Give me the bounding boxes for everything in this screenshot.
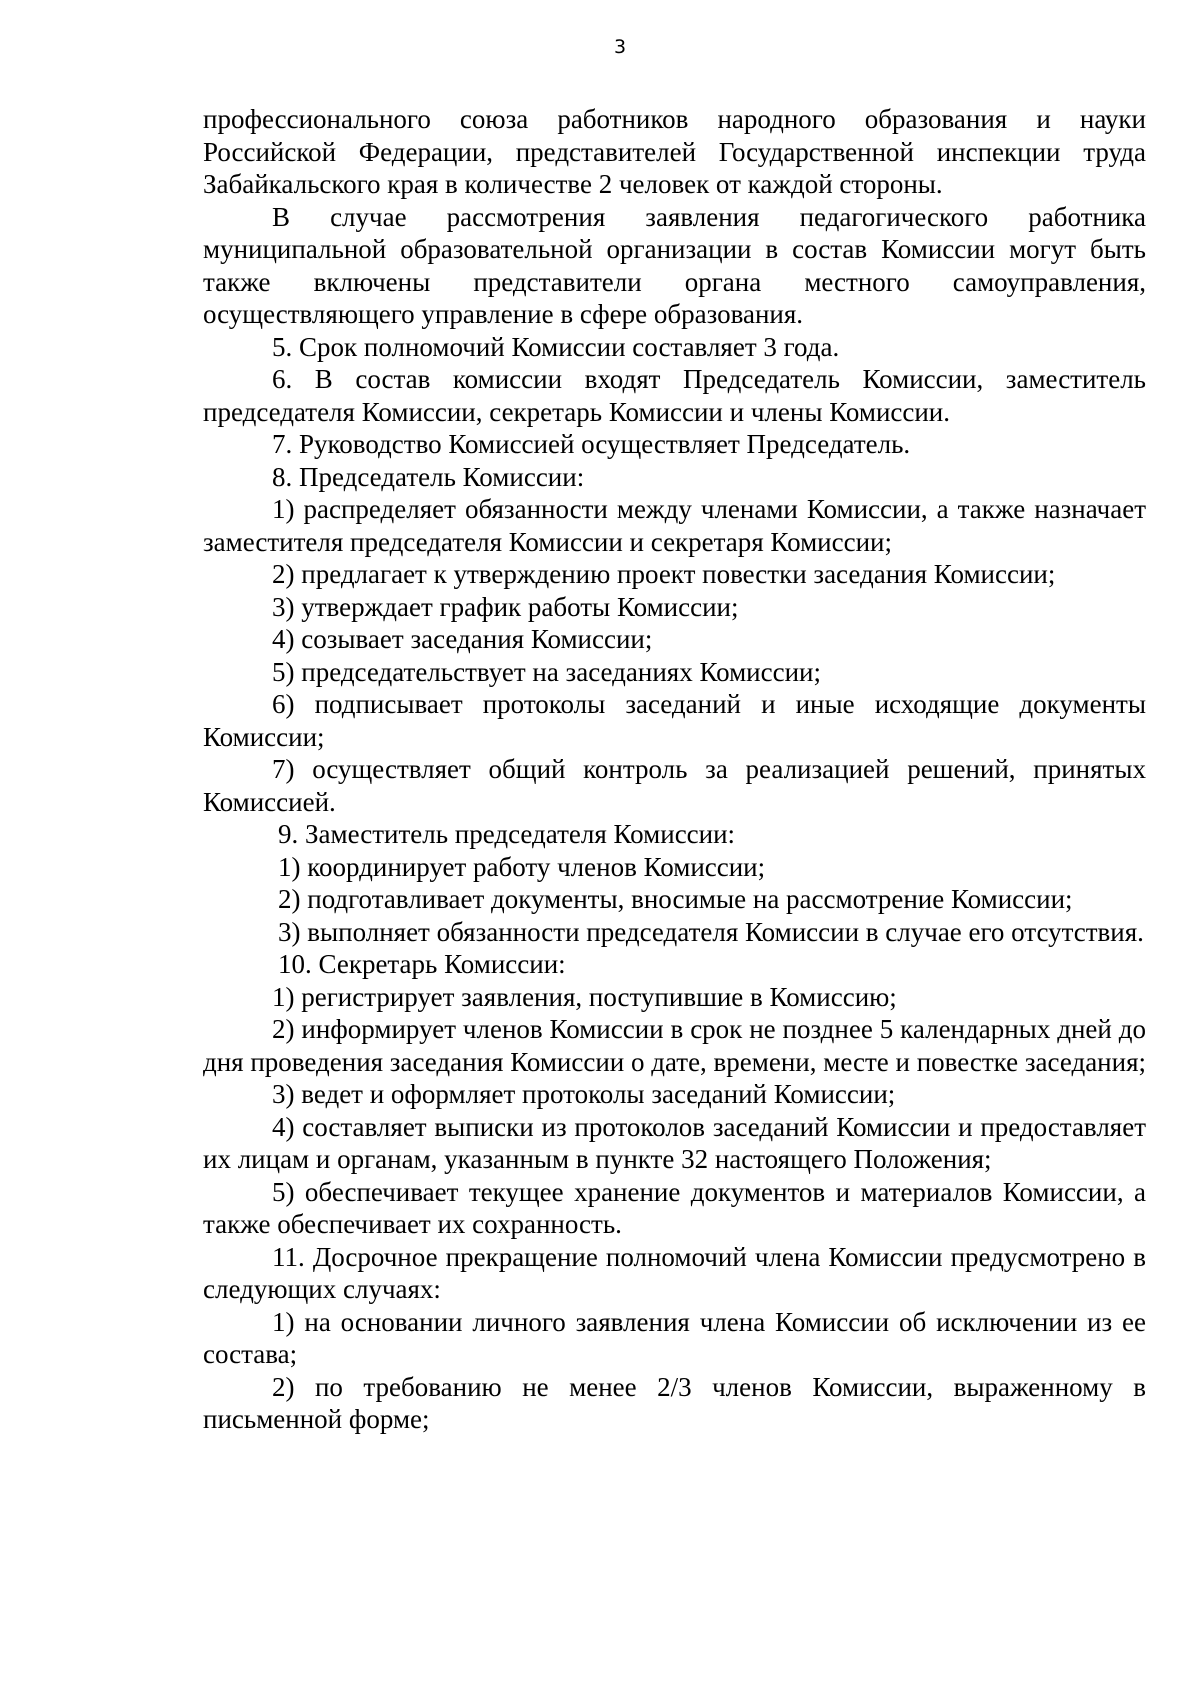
clause-10-heading: 10. Секретарь Комиссии: xyxy=(278,949,566,979)
paragraph-continuation: профессионального союза работников народного образования и науки Российской Федерации, представителей Государственной инспекции труда Забайкальского края в количестве 2 человек от каждой стороны. xyxy=(203,104,1146,199)
list-item: 5) обеспечивает текущее хранение документов и материалов Комиссии, а также обеспечивает их сохранность. xyxy=(203,1176,1146,1239)
paragraph: В случае рассмотрения заявления педагогического работника муниципальной образовательной организации в состав Комиссии могут быть также включены представители органа местного самоуправления, осуществляющего управление в сфере образования. xyxy=(203,201,1146,329)
list-item: 2) предлагает к утверждению проект повестки заседания Комиссии; xyxy=(272,559,1056,589)
list-item: 3) выполняет обязанности председателя Комиссии в случае его отсутствия. xyxy=(278,916,1144,947)
page-number: 3 xyxy=(613,36,627,58)
list-item: 1) распределяет обязанности между членами Комиссии, а также назначает заместителя председателя Комиссии и секретаря Комиссии; xyxy=(203,494,1146,557)
list-item: 3) утверждает график работы Комиссии; xyxy=(272,591,739,622)
clause-7: 7. Руководство Комиссией осуществляет Председатель. xyxy=(272,429,911,459)
list-item: 7) осуществляет общий контроль за реализацией решений, принятых Комиссией. xyxy=(203,754,1146,817)
clause-6: 6. В состав комиссии входят Председатель Комиссии, заместитель председателя Комиссии, секретарь Комиссии и члены Комиссии. xyxy=(203,364,1146,427)
list-item: 4) созывает заседания Комиссии; xyxy=(272,624,653,654)
list-item: 3) ведет и оформляет протоколы заседаний Комиссии; xyxy=(272,1079,896,1109)
list-item: 2) по требованию не менее 2/3 членов Комиссии, выраженному в письменной форме; xyxy=(203,1371,1146,1434)
list-item: 4) составляет выписки из протоколов заседаний Комиссии и предоставляет их лицам и органам, указанным в пункте 32 настоящего Положения; xyxy=(203,1111,1146,1174)
list-item: 1) координирует работу членов Комиссии; xyxy=(278,851,766,882)
clause-11-heading: 11. Досрочное прекращение полномочий члена Комиссии предусмотрено в следующих случаях: xyxy=(203,1241,1146,1304)
list-item: 1) на основании личного заявления члена Комиссии об исключении из ее состава; xyxy=(203,1306,1146,1369)
clause-9-heading: 9. Заместитель председателя Комиссии: xyxy=(278,819,736,849)
clause-5: 5. Срок полномочий Комиссии составляет 3 года. xyxy=(272,331,840,362)
list-item: 2) информирует членов Комиссии в срок не позднее 5 календарных дней до дня проведения заседания Комиссии о дате, времени, месте и повестке заседания; xyxy=(203,1014,1146,1077)
clause-8-heading: 8. Председатель Комиссии: xyxy=(272,461,585,492)
list-item: 5) председательствует на заседаниях Комиссии; xyxy=(272,656,821,687)
list-item: 1) регистрирует заявления, поступившие в Комиссию; xyxy=(272,981,897,1012)
document-body xyxy=(203,103,1146,1436)
list-item: 6) подписывает протоколы заседаний и иные исходящие документы Комиссии; xyxy=(203,689,1146,752)
list-item: 2) подготавливает документы, вносимые на рассмотрение Комиссии; xyxy=(278,884,1073,914)
